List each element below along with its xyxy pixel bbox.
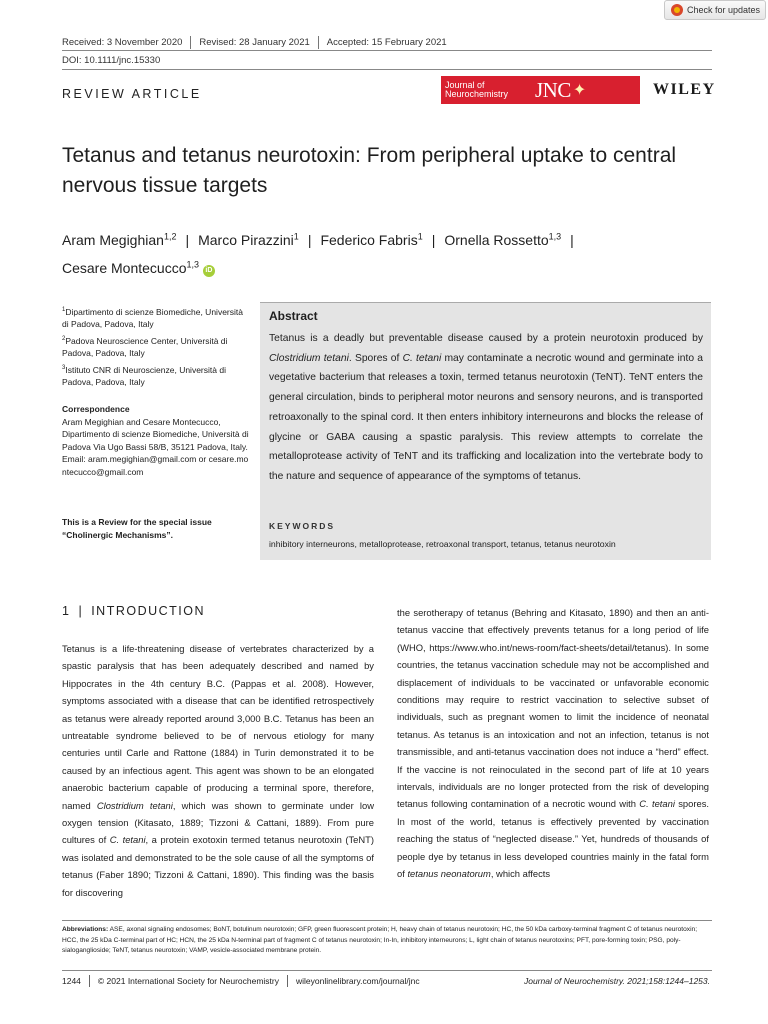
special-issue-note: This is a Review for the special issue “Cholinergic Mechanisms”. xyxy=(62,517,212,540)
correspondence-address: Aram Megighian and Cesare Montecucco, Dipartimento di scienze Biomediche, Università di Padova Via Ugo Bassi 58/B, 35121 Padova, Italy. xyxy=(62,416,249,452)
divider: | xyxy=(185,231,190,248)
publisher-logo: WILEY xyxy=(653,81,716,98)
journal-name: Journal of Neurochemistry xyxy=(445,80,509,99)
star-icon: ✦ xyxy=(572,82,587,99)
affiliation: $^2$Padova Neuroscience Center, Università di Padova, Padova, Italy xyxy=(62,335,228,359)
accepted-date: Accepted: 15 February 2021 xyxy=(326,37,447,48)
header-rule xyxy=(62,69,712,70)
journal-abbrev: JNC xyxy=(535,77,571,102)
footer-rule xyxy=(62,970,712,971)
keywords: inhibitory interneurons, metalloprotease, retroaxonal transport, tetanus, tetanus neurotoxin xyxy=(269,539,616,549)
article-dates xyxy=(62,36,447,49)
author[interactable]: Cesare Montecucco$^{1,3}$ xyxy=(62,259,200,277)
check-for-updates-button[interactable] xyxy=(664,0,766,20)
footnote-rule xyxy=(62,920,712,921)
affiliation: $^1$Dipartimento di scienze Biomediche, Università di Padova, Padova, Italy xyxy=(62,306,243,330)
divider: | xyxy=(431,231,436,248)
divider xyxy=(287,975,288,987)
header-rule xyxy=(62,50,712,51)
journal-citation: Journal of Neurochemistry. 2021;158:1244–1253. xyxy=(523,976,710,986)
divider xyxy=(89,975,90,987)
keywords-heading: KEYWORDS xyxy=(269,521,336,531)
journal-url[interactable]: wileyonlinelibrary.com/journal/jnc xyxy=(296,976,420,986)
abstract-box xyxy=(260,302,711,560)
abbreviations-footnote: Abbreviations: ASE, axonal signaling endosomes; BoNT, botulinum neurotoxin; GFP, green fluorescent protein; H, heavy chain of tetanus neurotoxin; HC, the 50 kDa carboxy-terminal fragment C of tetanus neurotoxin; HCC, the 25 kDa C-terminal part of HC; HCN, the 25 kDa N-terminal part of fragment C of tetanus neurotoxin; In-In, inhibitory interneurons; L, light chain of tetanus neurotoxins; PFT, pore-forming toxin; PSG, poly-sialoganglioside; TeNT, tetanus neurotoxin; VAMP, vesicle-associated membrane protein. xyxy=(62,926,698,954)
body-column-left: Tetanus is a life-threatening disease of vertebrates characterized by a spastic paralysis that has been adequately described and named by Hippocrates in the 4th century B.C. (Pappas et al. 2008). However, symptoms associated with a disease that can be identified retrospectively as tetanus were already reported around 3,000 B.C. Tetanus has been an untreatable syndrome believed to be of nervous etiology for many centuries until Carle and Rattone (1884) in Turin demonstrated it to be caused by an infectious agent. This agent was shown to be an elongated anaerobic bacterium capable of producing a terminal spore, therefore, named Clostridium tetani, which was shown to germinate under low oxygen tension (Kitasato, 1889; Tizzoni & Cattani, 1889). From pure cultures of C. tetani, a protein exotoxin termed tetanus neurotoxin (TeNT) was isolated and demonstrated to be the sole cause of all the symptoms of tetanus (Faber 1890; Tizzoni & Cattani, 1890). This finding was the basis for discovering xyxy=(62,643,374,898)
page-footer xyxy=(62,975,710,987)
author[interactable]: Marco Pirazzini$^1$ xyxy=(198,231,299,248)
orcid-icon[interactable]: iD xyxy=(203,265,215,277)
author[interactable]: Federico Fabris$^1$ xyxy=(320,231,423,248)
crossmark-icon xyxy=(671,4,683,16)
divider xyxy=(318,36,319,49)
author-list xyxy=(62,224,712,281)
page-number: 1244 xyxy=(62,976,81,986)
journal-logo xyxy=(441,76,640,104)
author[interactable]: Ornella Rossetto$^{1,3}$ xyxy=(444,231,562,248)
article-type: REVIEW ARTICLE xyxy=(62,87,202,101)
revised-date: Revised: 28 January 2021 xyxy=(199,37,310,48)
received-date: Received: 3 November 2020 xyxy=(62,37,183,48)
check-for-updates-label: Check for updates xyxy=(687,5,761,15)
divider: | xyxy=(570,231,574,248)
affiliation: $^3$Istituto CNR di Neuroscienze, Università di Padova, Padova, Italy xyxy=(62,364,226,388)
correspondence xyxy=(62,403,250,478)
author[interactable]: Aram Megighian$^{1,2}$ xyxy=(62,231,177,248)
article-title: Tetanus and tetanus neurotoxin: From peripheral uptake to central nervous tissue targets xyxy=(62,144,677,197)
section-heading: 1 | INTRODUCTION xyxy=(62,604,206,618)
copyright: © 2021 International Society for Neurochemistry xyxy=(97,976,279,986)
abstract-text: Tetanus is a deadly but preventable disease caused by a protein neurotoxin produced by Clostridium tetani. Spores of C. tetani may contaminate a necrotic wound and germinate into a vegetative bacterium that releases a toxin, termed tetanus neurotoxin (TeNT). TeNT enters the general circulation, binds to peripheral motor neurons and sensory neurons, and is transported retroaxonally to the spinal cord. It then enters inhibitory interneurons and blocks the release of glycine or GABA causing a spastic paralysis. This review attempts to correlate the metalloprotease activity of TeNT and its trafficking and localization into the vertebrate body to the nature and sequence of appearance of the symptoms of tetanus. xyxy=(269,333,703,482)
doi-link[interactable]: DOI: 10.1111/jnc.15330 xyxy=(62,55,161,66)
divider xyxy=(190,36,191,49)
body-column-right: the serotherapy of tetanus (Behring and Kitasato, 1890) and then an anti-tetanus vaccine that effectively prevents tetanus for a long period of life (WHO, https://www.who.int/news-room/fact-sheets/detail/tetanus). In some countries, the tetanus vaccination schedule may not be accomplished and displacement of individuals to be vaccinated or unfavorable economic conditions may require to restrict vaccination to selective subset of individuals, such as pregnant women to limit the incidence of neonatal tetanus. As tetanus is an intoxication and not an infection, tetanus is not transmissible, and anti-tetanus vaccination does not induce a “herd” effect. If the vaccine is not reinoculated in the second part of life at 10 years intervals, individuals are no longer protected from the risk of developing tetanus following contamination of a necrotic wound with C. tetani spores. In most of the world, tetanus is effectively prevented by vaccination reaching the status of “neglected disease.” Yet, hundreds of thousands of people dye by tetanus in less developed countries mainly in the fatal form of tetanus neonatorum, which affects xyxy=(397,607,709,880)
correspondence-heading: Correspondence xyxy=(62,404,130,414)
abstract-heading: Abstract xyxy=(269,309,318,323)
correspondence-email[interactable]: Email: aram.megighian@gmail.com or cesare.montecucco@gmail.com xyxy=(62,454,249,477)
divider: | xyxy=(307,231,312,248)
